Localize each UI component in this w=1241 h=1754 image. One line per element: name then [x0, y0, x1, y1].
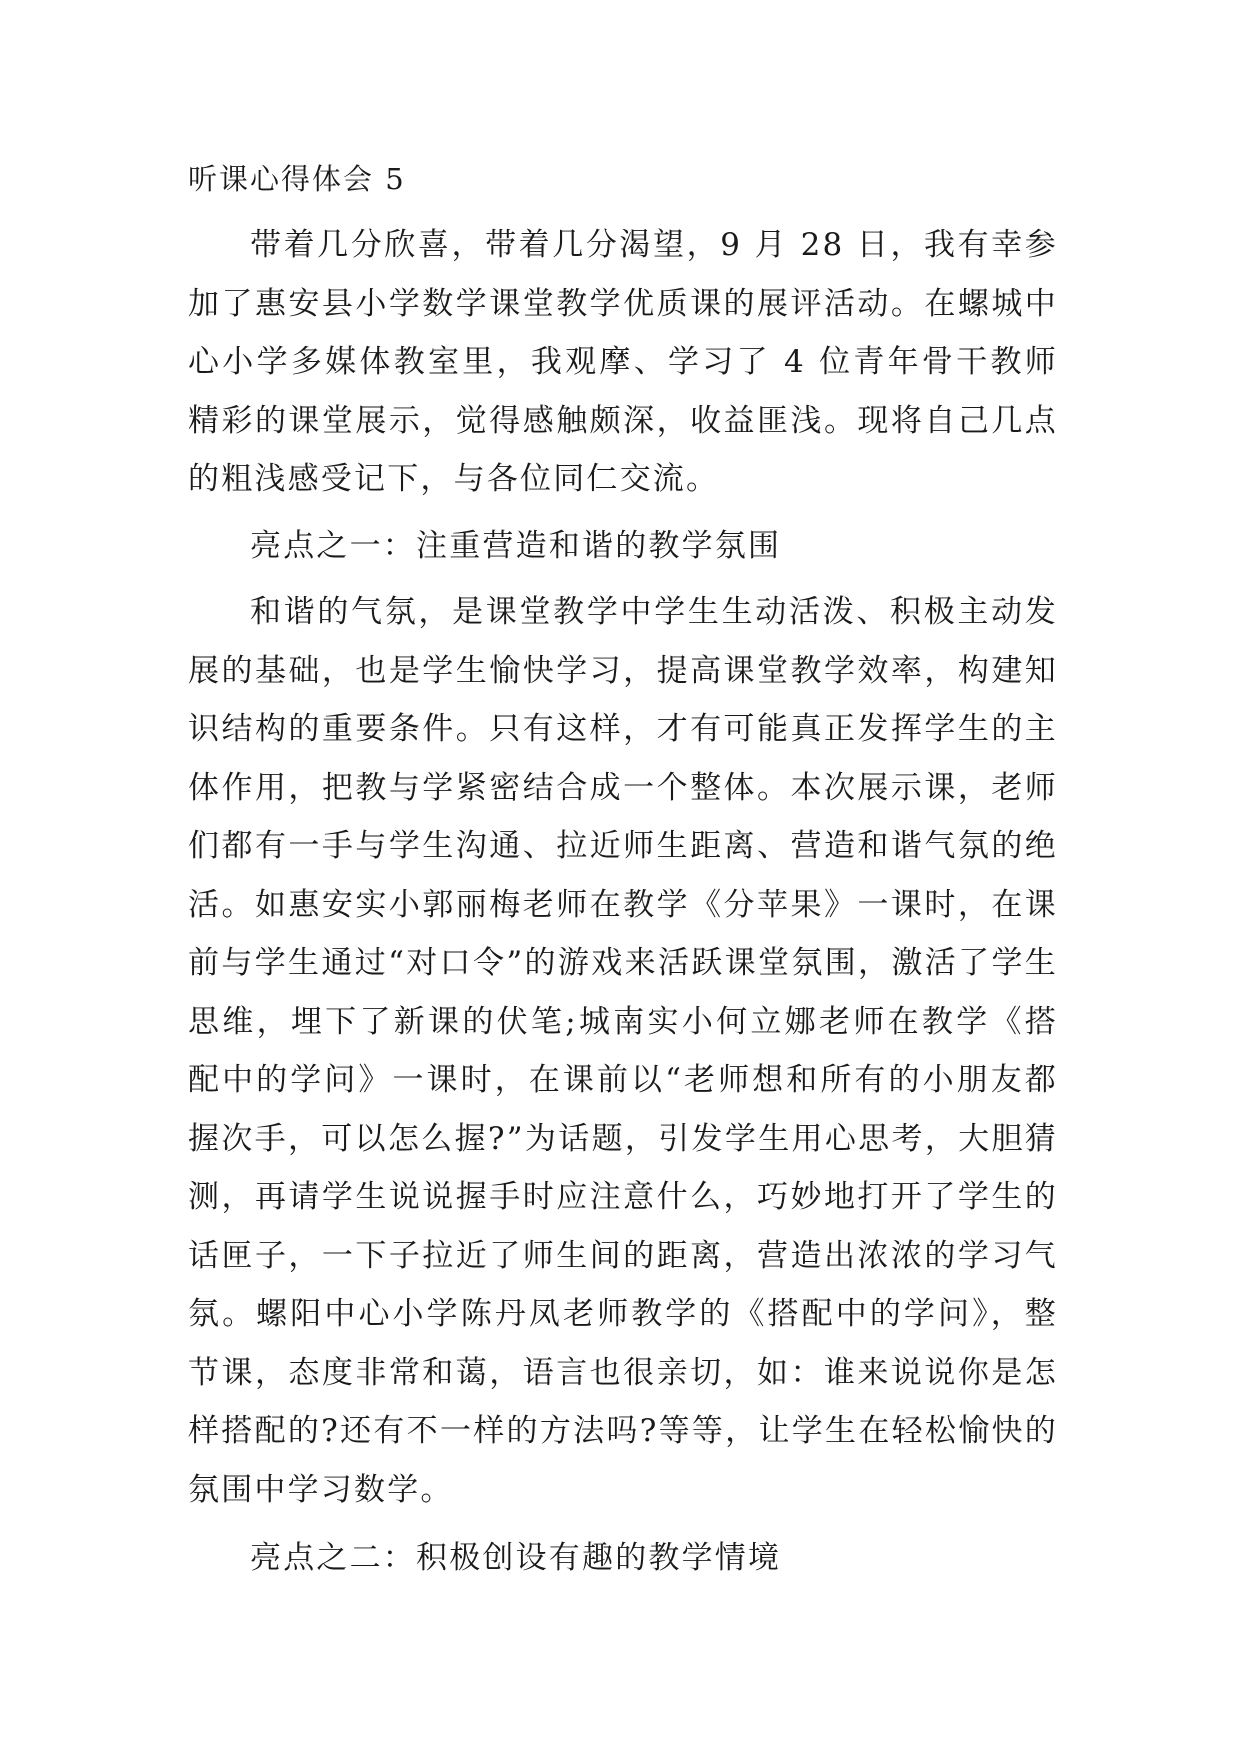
document-title: 听课心得体会 5	[188, 162, 406, 196]
section-heading-1: 亮点之一：注重营造和谐的教学氛围	[250, 527, 782, 564]
spacer	[188, 509, 1058, 517]
document-body	[188, 150, 1058, 1588]
intro-paragraph: 带着几分欣喜，带着几分渴望，9 月 28 日，我有幸参加了惠安县小学数学课堂教学优质课的展评活动。在螺城中心小学多媒体教室里，我观摩、学习了 4 位青年骨干教师精彩的课堂展示，觉得感触颇深，收益匪浅。现将自己几点的粗浅感受记下，与各位同仁交流。	[188, 227, 1058, 497]
spacer	[188, 575, 1058, 583]
section-heading-2: 亮点之二：积极创设有趣的教学情境	[250, 1540, 782, 1576]
spacer	[188, 1519, 1058, 1529]
body-paragraph: 和谐的气氛，是课堂教学中学生生动活泼、积极主动发展的基础，也是学生愉快学习，提高课堂教学效率，构建知识结构的重要条件。只有这样，才有可能真正发挥学生的主体作用，把教与学紧密结合成一个整体。本次展示课，老师们都有一手与学生沟通、拉近师生距离、营造和谐气氛的绝活。如惠安实小郭丽梅老师在教学《分苹果》一课时，在课前与学生通过“对口令”的游戏来活跃课堂氛围，激活了学生思维，埋下了新课的伏笔;城南实小何立娜老师在教学《搭配中的学问》一课时，在课前以“老师想和所有的小朋友都握次手，可以怎么握?”为话题，引发学生用心思考，大胆猜测，再请学生说说握手时应注意什么，巧妙地打开了学生的话匣子，一下子拉近了师生间的距离，营造出浓浓的学习气氛。螺阳中心小学陈丹凤老师教学的《搭配中的学问》，整节课，态度非常和蔼，语言也很亲切，如：谁来说说你是怎样搭配的?还有不一样的方法吗?等等，让学生在轻松愉快的氛围中学习数学。	[188, 594, 1058, 1508]
spacer	[188, 208, 1058, 216]
